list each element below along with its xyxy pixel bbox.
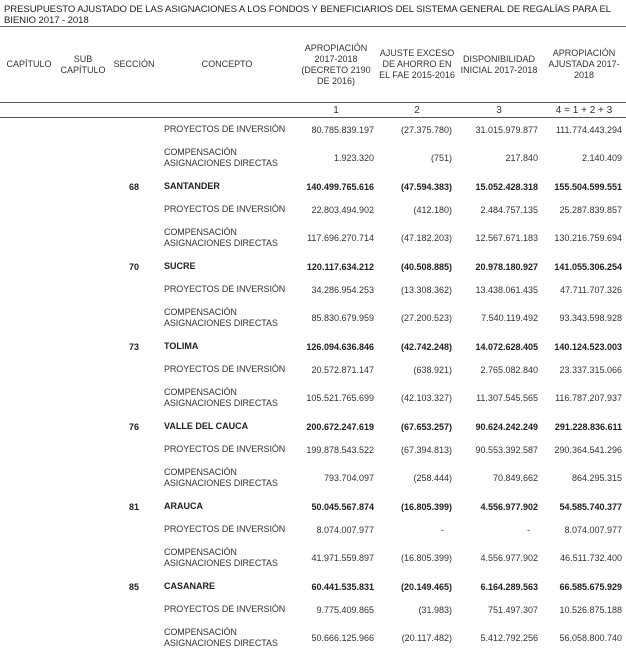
- ajuste-cell: (16.805.399): [378, 541, 456, 575]
- ajuste-cell: (638.921): [378, 358, 456, 381]
- header-concepto: CONCEPTO: [160, 27, 294, 103]
- ajuste-cell: (27.200.523): [378, 301, 456, 335]
- ajuste-cell: (412.180): [378, 198, 456, 221]
- ajuste-cell: (20.117.482): [378, 621, 456, 655]
- disponibilidad-cell: 2.765.082.840: [456, 358, 542, 381]
- budget-table: [0, 26, 626, 655]
- seccion-cell: [108, 118, 160, 142]
- concepto-cell: PROYECTOS DE INVERSIÓN: [160, 198, 294, 221]
- disponibilidad-cell: 7.540.119.492: [456, 301, 542, 335]
- ajuste-cell: (67.394.813): [378, 438, 456, 461]
- capitulo-cell: [0, 198, 58, 221]
- concepto-cell: COMPENSACIÓN ASIGNACIONES DIRECTAS: [160, 301, 294, 335]
- seccion-cell: [108, 461, 160, 495]
- apropiacion-ajustada-cell: 8.074.007.977: [542, 518, 626, 541]
- document-title: PRESUPUESTO AJUSTADO DE LAS ASIGNACIONES A LOS FONDOS Y BENEFICIARIOS DEL SISTEMA GENERAL DE REGALÍAS PARA EL BIENIO 2017 - 2018: [4, 4, 624, 26]
- apropiacion-ajustada-cell: 47.711.707.326: [542, 278, 626, 301]
- ajuste-cell: (40.508.885): [378, 255, 456, 278]
- concept-row: [0, 198, 626, 221]
- apropiacion-ajustada-cell: 140.124.523.003: [542, 335, 626, 358]
- concept-row: [0, 541, 626, 575]
- disponibilidad-cell: 31.015.979.877: [456, 118, 542, 142]
- apropiacion-cell: 34.286.954.253: [294, 278, 378, 301]
- seccion-cell: 70: [108, 255, 160, 278]
- seccion-cell: [108, 621, 160, 655]
- capitulo-cell: [0, 598, 58, 621]
- header-apropiacion-ajustada: APROPIACIÓN AJUSTADA 2017-2018: [542, 27, 626, 103]
- header-apropiacion: APROPIACIÓN 2017-2018 (DECRETO 2190 DE 2016): [294, 27, 378, 103]
- apropiacion-cell: 793.704.097: [294, 461, 378, 495]
- seccion-cell: 73: [108, 335, 160, 358]
- sub-capitulo-cell: [58, 141, 108, 175]
- concept-row: [0, 518, 626, 541]
- sub-capitulo-cell: [58, 461, 108, 495]
- header-sub-capitulo: SUB CAPÍTULO: [58, 27, 108, 103]
- disponibilidad-cell: 90.624.242.249: [456, 415, 542, 438]
- disponibilidad-cell: 217.840: [456, 141, 542, 175]
- table-body: [0, 118, 626, 655]
- apropiacion-cell: 105.521.765.699: [294, 381, 378, 415]
- concepto-cell: COMPENSACIÓN ASIGNACIONES DIRECTAS: [160, 621, 294, 655]
- sub-capitulo-cell: [58, 198, 108, 221]
- concepto-cell: PROYECTOS DE INVERSIÓN: [160, 438, 294, 461]
- concepto-cell: VALLE DEL CAUCA: [160, 415, 294, 438]
- apropiacion-ajustada-cell: 25.287.839.857: [542, 198, 626, 221]
- ajuste-cell: (27.375.780): [378, 118, 456, 142]
- seccion-cell: [108, 221, 160, 255]
- disponibilidad-cell: 14.072.628.405: [456, 335, 542, 358]
- apropiacion-cell: 126.094.636.846: [294, 335, 378, 358]
- apropiacion-cell: 1.923.320: [294, 141, 378, 175]
- concepto-cell: SANTANDER: [160, 175, 294, 198]
- sub-capitulo-cell: [58, 278, 108, 301]
- concepto-cell: PROYECTOS DE INVERSIÓN: [160, 278, 294, 301]
- concept-row: [0, 358, 626, 381]
- seccion-cell: 68: [108, 175, 160, 198]
- seccion-cell: [108, 358, 160, 381]
- concepto-cell: COMPENSACIÓN ASIGNACIONES DIRECTAS: [160, 141, 294, 175]
- disponibilidad-cell: 11.307.545.565: [456, 381, 542, 415]
- concepto-cell: PROYECTOS DE INVERSIÓN: [160, 118, 294, 142]
- sub-capitulo-cell: [58, 221, 108, 255]
- department-row: [0, 175, 626, 198]
- seccion-cell: [108, 438, 160, 461]
- concept-row: [0, 118, 626, 142]
- apropiacion-cell: 50.045.567.874: [294, 495, 378, 518]
- apropiacion-cell: 9.775.409.865: [294, 598, 378, 621]
- concepto-cell: SUCRE: [160, 255, 294, 278]
- concept-row: [0, 141, 626, 175]
- apropiacion-ajustada-cell: 46.511.732.400: [542, 541, 626, 575]
- apropiacion-ajustada-cell: 141.055.306.254: [542, 255, 626, 278]
- disponibilidad-cell: 12.567.671.183: [456, 221, 542, 255]
- sub-capitulo-cell: [58, 301, 108, 335]
- apropiacion-ajustada-cell: 54.585.740.377: [542, 495, 626, 518]
- concept-row: [0, 461, 626, 495]
- ajuste-cell: (42.103.327): [378, 381, 456, 415]
- apropiacion-cell: 117.696.270.714: [294, 221, 378, 255]
- capitulo-cell: [0, 175, 58, 198]
- seccion-cell: 76: [108, 415, 160, 438]
- concept-row: [0, 301, 626, 335]
- header-disponibilidad: DISPONIBILIDAD INICIAL 2017-2018: [456, 27, 542, 103]
- department-row: [0, 495, 626, 518]
- concepto-cell: CASANARE: [160, 575, 294, 598]
- capitulo-cell: [0, 335, 58, 358]
- sub-capitulo-cell: [58, 438, 108, 461]
- concepto-cell: PROYECTOS DE INVERSIÓN: [160, 598, 294, 621]
- seccion-cell: [108, 278, 160, 301]
- capitulo-cell: [0, 141, 58, 175]
- ajuste-cell: -: [378, 518, 456, 541]
- apropiacion-ajustada-cell: 155.504.599.551: [542, 175, 626, 198]
- header-capitulo: CAPÍTULO: [0, 27, 58, 103]
- sub-capitulo-cell: [58, 335, 108, 358]
- sub-capitulo-cell: [58, 381, 108, 415]
- ajuste-cell: (67.653.257): [378, 415, 456, 438]
- sub-capitulo-cell: [58, 415, 108, 438]
- concepto-cell: ARAUCA: [160, 495, 294, 518]
- seccion-cell: [108, 541, 160, 575]
- capitulo-cell: [0, 381, 58, 415]
- ajuste-cell: (258.444): [378, 461, 456, 495]
- column-number: 1: [294, 103, 378, 118]
- apropiacion-cell: 85.830.679.959: [294, 301, 378, 335]
- apropiacion-ajustada-cell: 130.216.759.694: [542, 221, 626, 255]
- sub-capitulo-cell: [58, 495, 108, 518]
- disponibilidad-cell: 90.553.392.587: [456, 438, 542, 461]
- apropiacion-ajustada-cell: 66.585.675.929: [542, 575, 626, 598]
- disponibilidad-cell: 13.438.061.435: [456, 278, 542, 301]
- capitulo-cell: [0, 541, 58, 575]
- sub-capitulo-cell: [58, 358, 108, 381]
- apropiacion-cell: 199.878.543.522: [294, 438, 378, 461]
- column-number: 3: [456, 103, 542, 118]
- capitulo-cell: [0, 278, 58, 301]
- concepto-cell: COMPENSACIÓN ASIGNACIONES DIRECTAS: [160, 541, 294, 575]
- concepto-cell: PROYECTOS DE INVERSIÓN: [160, 358, 294, 381]
- disponibilidad-cell: -: [456, 518, 542, 541]
- concepto-cell: COMPENSACIÓN ASIGNACIONES DIRECTAS: [160, 221, 294, 255]
- capitulo-cell: [0, 301, 58, 335]
- apropiacion-cell: 120.117.634.212: [294, 255, 378, 278]
- apropiacion-cell: 50.666.125.966: [294, 621, 378, 655]
- ajuste-cell: (31.983): [378, 598, 456, 621]
- capitulo-cell: [0, 221, 58, 255]
- concepto-cell: TOLIMA: [160, 335, 294, 358]
- seccion-cell: [108, 141, 160, 175]
- apropiacion-ajustada-cell: 10.526.875.188: [542, 598, 626, 621]
- concept-row: [0, 221, 626, 255]
- capitulo-cell: [0, 438, 58, 461]
- sub-capitulo-cell: [58, 621, 108, 655]
- disponibilidad-cell: 4.556.977.902: [456, 541, 542, 575]
- concept-row: [0, 438, 626, 461]
- concepto-cell: COMPENSACIÓN ASIGNACIONES DIRECTAS: [160, 461, 294, 495]
- sub-capitulo-cell: [58, 518, 108, 541]
- disponibilidad-cell: 20.978.180.927: [456, 255, 542, 278]
- ajuste-cell: (16.805.399): [378, 495, 456, 518]
- apropiacion-ajustada-cell: 864.295.315: [542, 461, 626, 495]
- apropiacion-cell: 8.074.007.977: [294, 518, 378, 541]
- department-row: [0, 255, 626, 278]
- apropiacion-ajustada-cell: 93.343.598.928: [542, 301, 626, 335]
- disponibilidad-cell: 70.849.662: [456, 461, 542, 495]
- apropiacion-cell: 80.785.839.197: [294, 118, 378, 142]
- apropiacion-ajustada-cell: 291.228.836.611: [542, 415, 626, 438]
- concept-row: [0, 381, 626, 415]
- disponibilidad-cell: 2.484.757.135: [456, 198, 542, 221]
- capitulo-cell: [0, 415, 58, 438]
- seccion-cell: 81: [108, 495, 160, 518]
- seccion-cell: 85: [108, 575, 160, 598]
- apropiacion-ajustada-cell: 23.337.315.066: [542, 358, 626, 381]
- sub-capitulo-cell: [58, 255, 108, 278]
- department-row: [0, 335, 626, 358]
- apropiacion-cell: 140.499.765.616: [294, 175, 378, 198]
- column-number: 2: [378, 103, 456, 118]
- apropiacion-ajustada-cell: 2.140.409: [542, 141, 626, 175]
- header-ajuste: AJUSTE EXCESO DE AHORRO EN EL FAE 2015-2016: [378, 27, 456, 103]
- sub-capitulo-cell: [58, 175, 108, 198]
- capitulo-cell: [0, 255, 58, 278]
- apropiacion-cell: 22.803.494.902: [294, 198, 378, 221]
- disponibilidad-cell: 751.497.307: [456, 598, 542, 621]
- concept-row: [0, 278, 626, 301]
- seccion-cell: [108, 198, 160, 221]
- capitulo-cell: [0, 358, 58, 381]
- ajuste-cell: (20.149.465): [378, 575, 456, 598]
- disponibilidad-cell: 4.556.977.902: [456, 495, 542, 518]
- disponibilidad-cell: 15.052.428.318: [456, 175, 542, 198]
- ajuste-cell: (47.182.203): [378, 221, 456, 255]
- sub-capitulo-cell: [58, 118, 108, 142]
- apropiacion-ajustada-cell: 116.787.207.937: [542, 381, 626, 415]
- apropiacion-ajustada-cell: 111.774.443.294: [542, 118, 626, 142]
- disponibilidad-cell: 6.164.289.563: [456, 575, 542, 598]
- apropiacion-cell: 41.971.559.897: [294, 541, 378, 575]
- capitulo-cell: [0, 495, 58, 518]
- concepto-cell: COMPENSACIÓN ASIGNACIONES DIRECTAS: [160, 381, 294, 415]
- seccion-cell: [108, 598, 160, 621]
- concept-row: [0, 621, 626, 655]
- sub-capitulo-cell: [58, 541, 108, 575]
- seccion-cell: [108, 518, 160, 541]
- ajuste-cell: (42.742.248): [378, 335, 456, 358]
- capitulo-cell: [0, 461, 58, 495]
- ajuste-cell: (13.308.362): [378, 278, 456, 301]
- apropiacion-cell: 200.672.247.619: [294, 415, 378, 438]
- apropiacion-cell: 60.441.535.831: [294, 575, 378, 598]
- concepto-cell: PROYECTOS DE INVERSIÓN: [160, 518, 294, 541]
- apropiacion-ajustada-cell: 56.058.800.740: [542, 621, 626, 655]
- ajuste-cell: (751): [378, 141, 456, 175]
- seccion-cell: [108, 301, 160, 335]
- disponibilidad-cell: 5.412.792.256: [456, 621, 542, 655]
- capitulo-cell: [0, 118, 58, 142]
- header-row: [0, 27, 626, 103]
- capitulo-cell: [0, 621, 58, 655]
- header-seccion: SECCIÓN: [108, 27, 160, 103]
- apropiacion-cell: 20.572.871.147: [294, 358, 378, 381]
- sub-capitulo-cell: [58, 598, 108, 621]
- apropiacion-ajustada-cell: 290.364.541.296: [542, 438, 626, 461]
- department-row: [0, 415, 626, 438]
- concept-row: [0, 598, 626, 621]
- column-number: 4 = 1 + 2 + 3: [542, 103, 626, 118]
- column-number-row: [0, 103, 626, 118]
- ajuste-cell: (47.594.383): [378, 175, 456, 198]
- capitulo-cell: [0, 518, 58, 541]
- seccion-cell: [108, 381, 160, 415]
